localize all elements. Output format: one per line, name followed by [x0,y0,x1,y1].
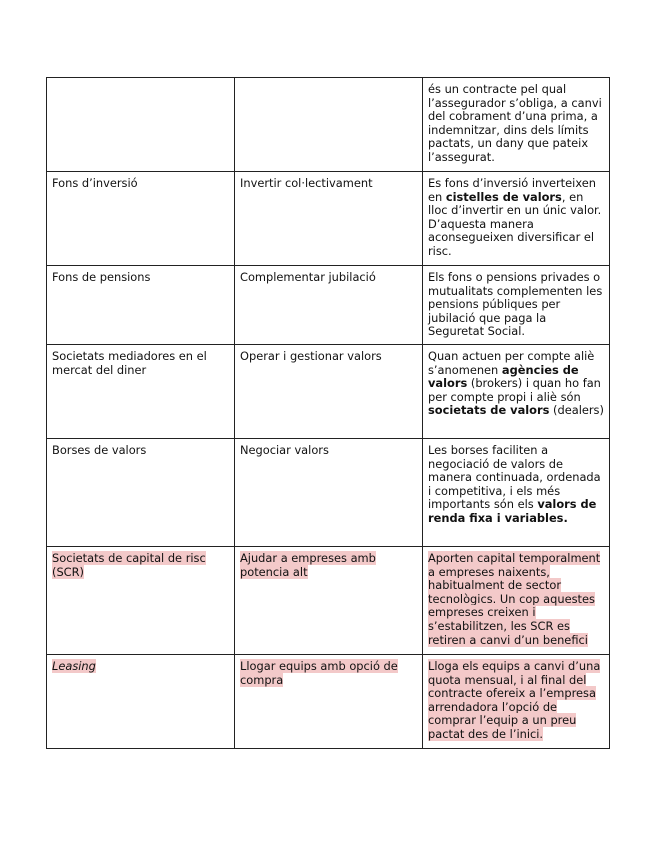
function-cell [235,78,423,172]
term-cell [47,655,235,749]
description-bold-term: valors de renda fixa i variables. [428,497,597,525]
table-row [47,266,610,345]
term-cell: Borses de valors [47,439,235,547]
function-cell: Complementar jubilació [235,266,423,345]
highlighted-text: Aporten capital temporalment a empreses naixents, habitualment de sector tecnològics. Un cop aquestes empreses creixen i s’estabilitzen, les SCR es retiren a canvi d’un benefici [428,551,601,647]
description-text: Els fons o pensions privades o mutualitats complementen les pensions públiques per jubilació que paga la Seguretat Social. [428,270,603,339]
description-text: Les borses faciliten a negociació de valors de manera continuada, ordenada i competitiva, i els més importants són els [428,443,601,512]
function-cell: Operar i gestionar valors [235,345,423,439]
description-bold-term: agències de valors [428,362,579,391]
description-cell [423,78,610,172]
description-text: és un contracte pel qual l’assegurador s’obliga, a canvi del cobrament d’una prima, a indemnitzar, dins dels límits pactats, un dany que pateix l’assegurat. [428,82,602,164]
description-text: Quan actuen per compte aliè s’anomenen [428,349,595,377]
table-row [47,655,610,749]
description-cell [423,345,610,439]
highlighted-text: Leasing [52,659,96,673]
highlighted-text: Societats de capital de risc (SCR) [52,551,206,579]
description-cell [423,655,610,749]
description-text: (brokers) i quan ho fan per compte propi i aliè són [428,376,601,404]
description-text: (dealers) [549,403,604,418]
function-cell: Invertir col·lectivament [235,172,423,266]
description-cell [423,266,610,345]
description-text: , en lloc d’invertir en un únic valor. D’aquesta manera aconsegueixen diversificar el risc. [428,189,602,258]
description-bold-term: cistelles de valors [445,189,562,204]
function-cell: Negociar valors [235,439,423,547]
function-cell [235,547,423,655]
term-cell: Fons de pensions [47,266,235,345]
financial-institutions-table [46,77,610,749]
function-cell [235,655,423,749]
table-row [47,547,610,655]
table-row [47,439,610,547]
highlighted-text: Llogar equips amb opció de compra [240,659,398,687]
term-cell: Societats mediadores en el mercat del diner [47,345,235,439]
description-cell [423,547,610,655]
term-cell: Fons d’inversió [47,172,235,266]
description-cell [423,439,610,547]
table-row [47,345,610,439]
description-text: Es fons d’inversió inverteixen en [428,176,596,204]
highlighted-text: Lloga els equips a canvi d’una quota mensual, i al final del contracte ofereix a l’empresa arrendadora l’opció de comprar l’equip a un preu pactat des de l’inici. [428,659,601,741]
description-cell [423,172,610,266]
term-cell [47,547,235,655]
highlighted-text: Ajudar a empreses amb potencia alt [240,551,376,579]
term-cell [47,78,235,172]
description-bold-term: societats de valors [428,403,550,418]
table-row [47,172,610,266]
table-row [47,78,610,172]
